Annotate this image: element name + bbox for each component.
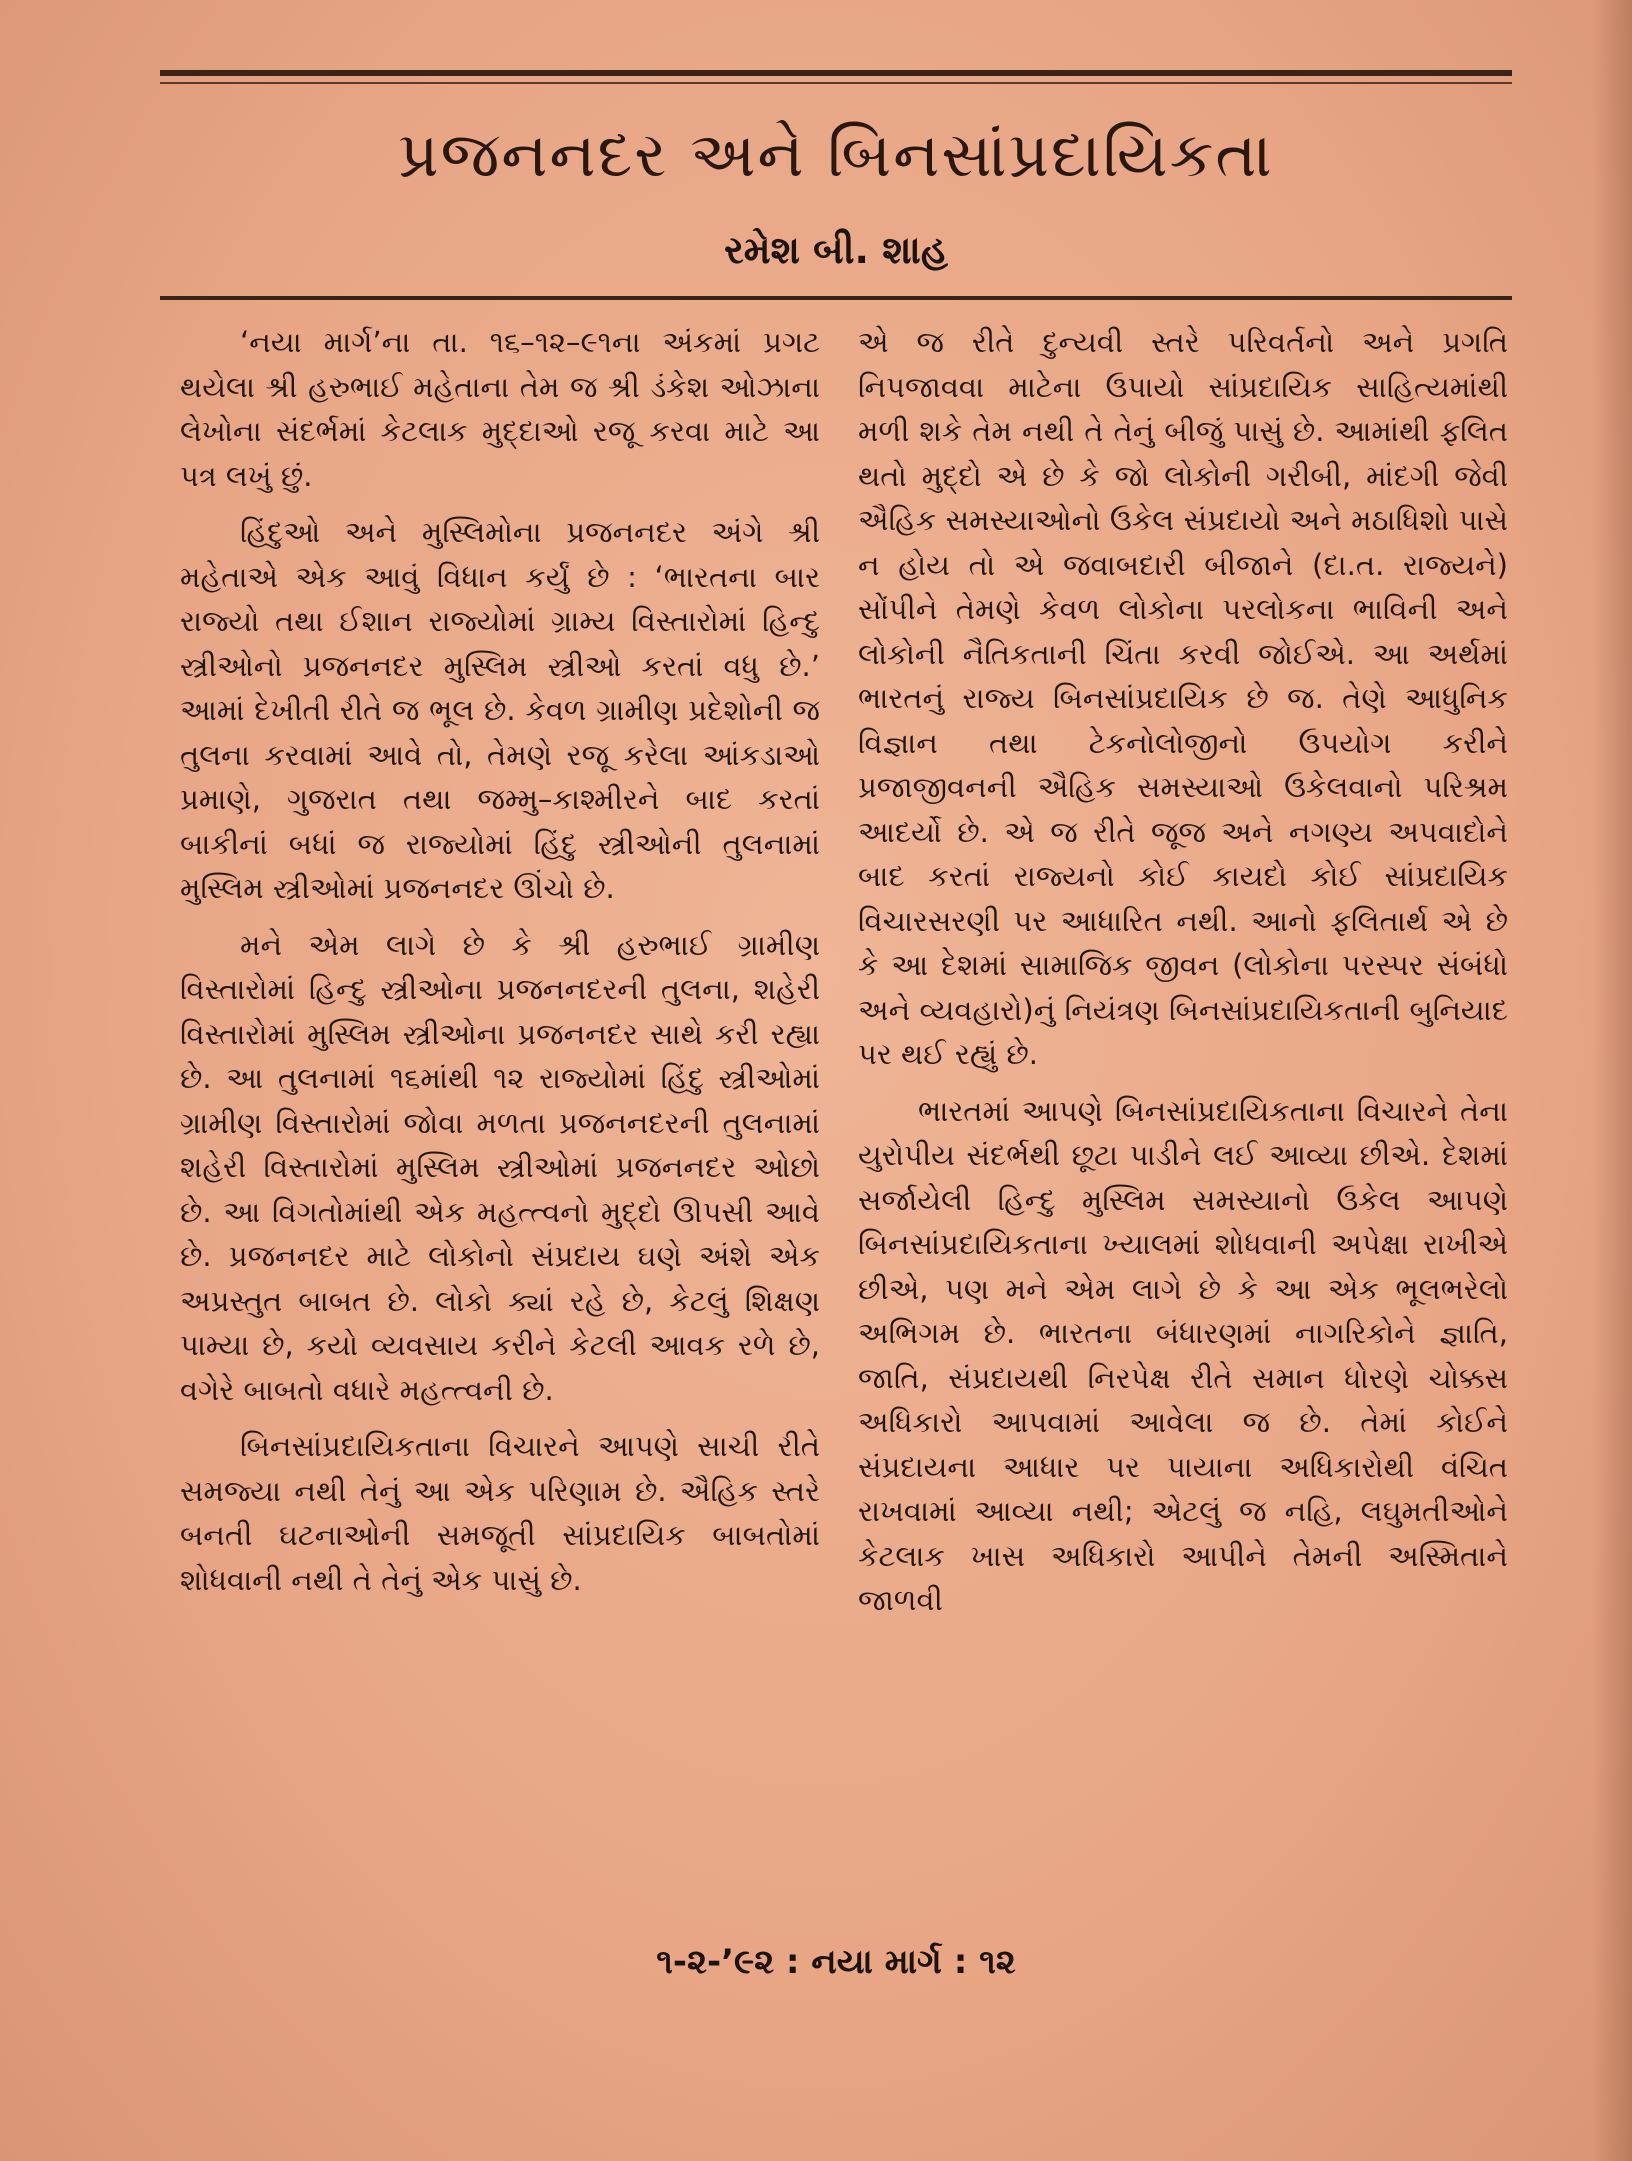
header-divider	[160, 296, 1512, 300]
page-footer: ૧-૨-’૯૨ : નયા માર્ગ : ૧૨	[656, 1942, 1016, 1982]
top-rule-thin	[160, 82, 1512, 84]
right-column	[858, 320, 1508, 1930]
page-edge-shadow	[1592, 0, 1632, 2161]
article-title: પ્રજનનદર અને બિનસાંપ્રદાયિકતા	[398, 118, 1274, 191]
article-author: રમેશ બી. શાહ	[724, 228, 948, 272]
paragraph: બિનસાંપ્રદાયિકતાના વિચારને આપણે સાચી રીતે સમજ્યા નથી તેનું આ એક પરિણામ છે. ઐહિક સ્તરે બનતી ઘટનાઓની સમજૂતી સાંપ્રદાયિક બાબતોમાં શોધવાની નથી તે તેનું એક પાસું છે.	[180, 1429, 820, 1597]
paragraph: એ જ રીતે દુન્યવી સ્તરે પરિવર્તનો અને પ્રગતિ નિપજાવવા માટેના ઉપાયો સાંપ્રદાયિક સાહિત્યમાંથી મળી શકે તેમ નથી તે તેનું બીજું પાસું છે. આમાંથી ફલિત થતો મુદ્દો એ છે કે જો લોકોની ગરીબી, માંદગી જેવી ઐહિક સમસ્યાઓનો ઉકેલ સંપ્રદાયો અને મઠાધિશો પાસે ન હોય તો એ જવાબદારી બીજાને (દા.ત. રાજ્યને) સોંપીને તેમણે કેવળ લોકોના પરલોકના ભાવિની અને લોકોની નૈતિકતાની ચિંતા કરવી જોઈએ. આ અર્થમાં ભારતનું રાજ્ય બિનસાંપ્રદાયિક છે જ. તેણે આધુનિક વિજ્ઞાન તથા ટેકનોલોજીનો ઉપયોગ કરીને પ્રજાજીવનની ઐહિક સમસ્યાઓ ઉકેલવાનો પરિશ્રમ આદર્યો છે. એ જ રીતે જૂજ અને નગણ્ય અપવાદોને બાદ કરતાં રાજ્યનો કોઈ કાયદો કોઈ સાંપ્રદાયિક વિચારસરણી પર આધારિત નથી. આનો ફલિતાર્થ એ છે કે આ દેશમાં સામાજિક જીવન (લોકોના પરસ્પર સંબંધો અને વ્યવહારો)નું નિયંત્રણ બિનસાંપ્રદાયિકતાની બુનિયાદ પર થઈ રહ્યું છે.	[858, 325, 1508, 1071]
left-column	[180, 320, 820, 1930]
top-rule	[160, 70, 1512, 76]
paragraph: હિંદુઓ અને મુસ્લિમોના પ્રજનનદર અંગે શ્રી મહેતાએ એક આવું વિધાન કર્યું છે : ‘ભારતના બાર રાજ્યો તથા ઈશાન રાજ્યોમાં ગ્રામ્ય વિસ્તારોમાં હિન્દુ સ્ત્રીઓનો પ્રજનનદર મુસ્લિમ સ્ત્રીઓ કરતાં વધુ છે.’ આમાં દેખીતી રીતે જ ભૂલ છે. કેવળ ગ્રામીણ પ્રદેશોની જ તુલના કરવામાં આવે તો, તેમણે રજૂ કરેલા આંકડાઓ પ્રમાણે, ગુજરાત તથા જમ્મુ–કાશ્મીરને બાદ કરતાં બાકીનાં બધાં જ રાજ્યોમાં હિંદુ સ્ત્રીઓની તુલનામાં મુસ્લિમ સ્ત્રીઓમાં પ્રજનનદર ઊંચો છે.	[180, 515, 820, 905]
paragraph: મને એમ લાગે છે કે શ્રી હરુભાઈ ગ્રામીણ વિસ્તારોમાં હિન્દુ સ્ત્રીઓના પ્રજનનદરની તુલના, શહેરી વિસ્તારોમાં મુસ્લિમ સ્ત્રીઓના પ્રજનનદર સાથે કરી રહ્યા છે. આ તુલનામાં ૧૬માંથી ૧૨ રાજ્યોમાં હિંદુ સ્ત્રીઓમાં ગ્રામીણ વિસ્તારોમાં જોવા મળતા પ્રજનનદરની તુલનામાં શહેરી વિસ્તારોમાં મુસ્લિમ સ્ત્રીઓમાં પ્રજનનદર ઓછો છે. આ વિગતોમાંથી એક મહત્ત્વનો મુદ્દો ઊપસી આવે છે. પ્રજનનદર માટે લોકોનો સંપ્રદાય ઘણે અંશે એક અપ્રસ્તુત બાબત છે. લોકો ક્યાં રહે છે, કેટલું શિક્ષણ પામ્યા છે, કયો વ્યવસાય કરીને કેટલી આવક રળે છે, વગેરે બાબતો વધારે મહત્ત્વની છે.	[180, 927, 820, 1407]
paragraph: ભારતમાં આપણે બિનસાંપ્રદાયિકતાના વિચારને તેના યુરોપીય સંદર્ભથી છૂટા પાડીને લઈ આવ્યા છીએ. દેશમાં સર્જાયેલી હિન્દુ મુસ્લિમ સમસ્યાનો ઉકેલ આપણે બિનસાંપ્રદાયિકતાના ખ્યાલમાં શોધવાની અપેક્ષા રાખીએ છીએ, પણ મને એમ લાગે છે કે આ એક ભૂલભરેલો અભિગમ છે. ભારતના બંધારણમાં નાગરિકોને જ્ઞાતિ, જાતિ, સંપ્રદાયથી નિરપેક્ષ રીતે સમાન ધોરણે ચોક્કસ અધિકારો આપવામાં આવેલા જ છે. તેમાં કોઈને સંપ્રદાયના આધાર પર પાયાના અધિકારોથી વંચિત રાખવામાં આવ્યા નથી; એટલું જ નહિ, લઘુમતીઓને કેટલાક ખાસ અધિકારો આપીને તેમની અસ્મિતાને જાળવી	[858, 1093, 1508, 1617]
paragraph: ‘નયા માર્ગ’ના તા. ૧૬–૧૨–૯૧ના અંકમાં પ્રગટ થયેલા શ્રી હરુભાઈ મહેતાના તેમ જ શ્રી ડંકેશ ઓઝાના લેખોના સંદર્ભમાં કેટલાક મુદ્દાઓ રજૂ કરવા માટે આ પત્ર લખું છું.	[180, 325, 820, 493]
